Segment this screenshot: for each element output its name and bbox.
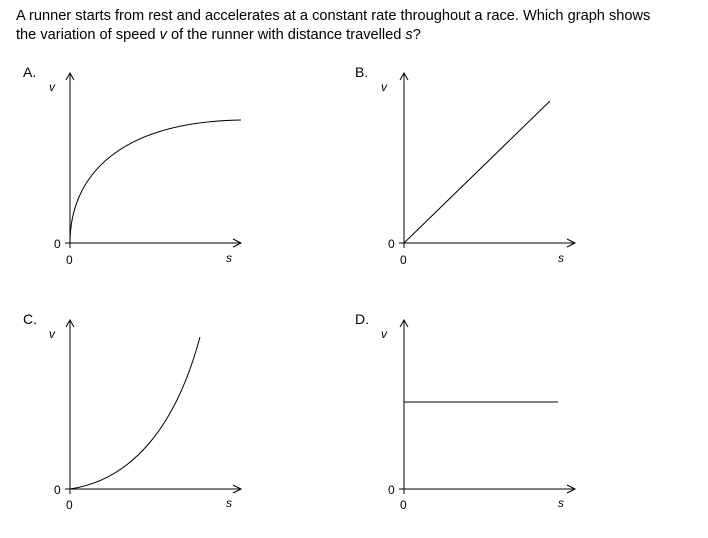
x-axis-label: s <box>226 496 232 510</box>
x-origin-label: 0 <box>400 253 407 267</box>
y-axis-label: v <box>381 80 387 94</box>
speed-symbol: v <box>159 27 167 43</box>
x-axis-label: s <box>558 496 564 510</box>
y-axis-label: v <box>49 327 55 341</box>
x-axis-label: s <box>226 251 232 265</box>
x-origin-label: 0 <box>66 253 73 267</box>
question-text-part: ? <box>412 27 421 43</box>
x-origin-label: 0 <box>400 498 407 512</box>
option-label: B. <box>355 64 369 80</box>
option-label: A. <box>23 64 37 80</box>
distance-symbol: s <box>405 27 413 43</box>
y-origin-label: 0 <box>388 483 395 497</box>
question-text-part: the variation of speed <box>16 27 160 43</box>
question-text-part: of the runner with distance travelled <box>166 27 406 43</box>
x-axis-label: s <box>558 251 564 265</box>
question-line-1: A runner starts from rest and accelerates at a constant rate throughout a race. Which graph shows <box>16 8 651 24</box>
y-origin-label: 0 <box>388 237 395 251</box>
x-origin-label: 0 <box>66 498 73 512</box>
y-axis-label: v <box>381 327 387 341</box>
option-label: D. <box>355 311 369 327</box>
y-origin-label: 0 <box>54 237 61 251</box>
option-label: C. <box>23 311 37 327</box>
y-axis-label: v <box>49 80 55 94</box>
y-origin-label: 0 <box>54 483 61 497</box>
